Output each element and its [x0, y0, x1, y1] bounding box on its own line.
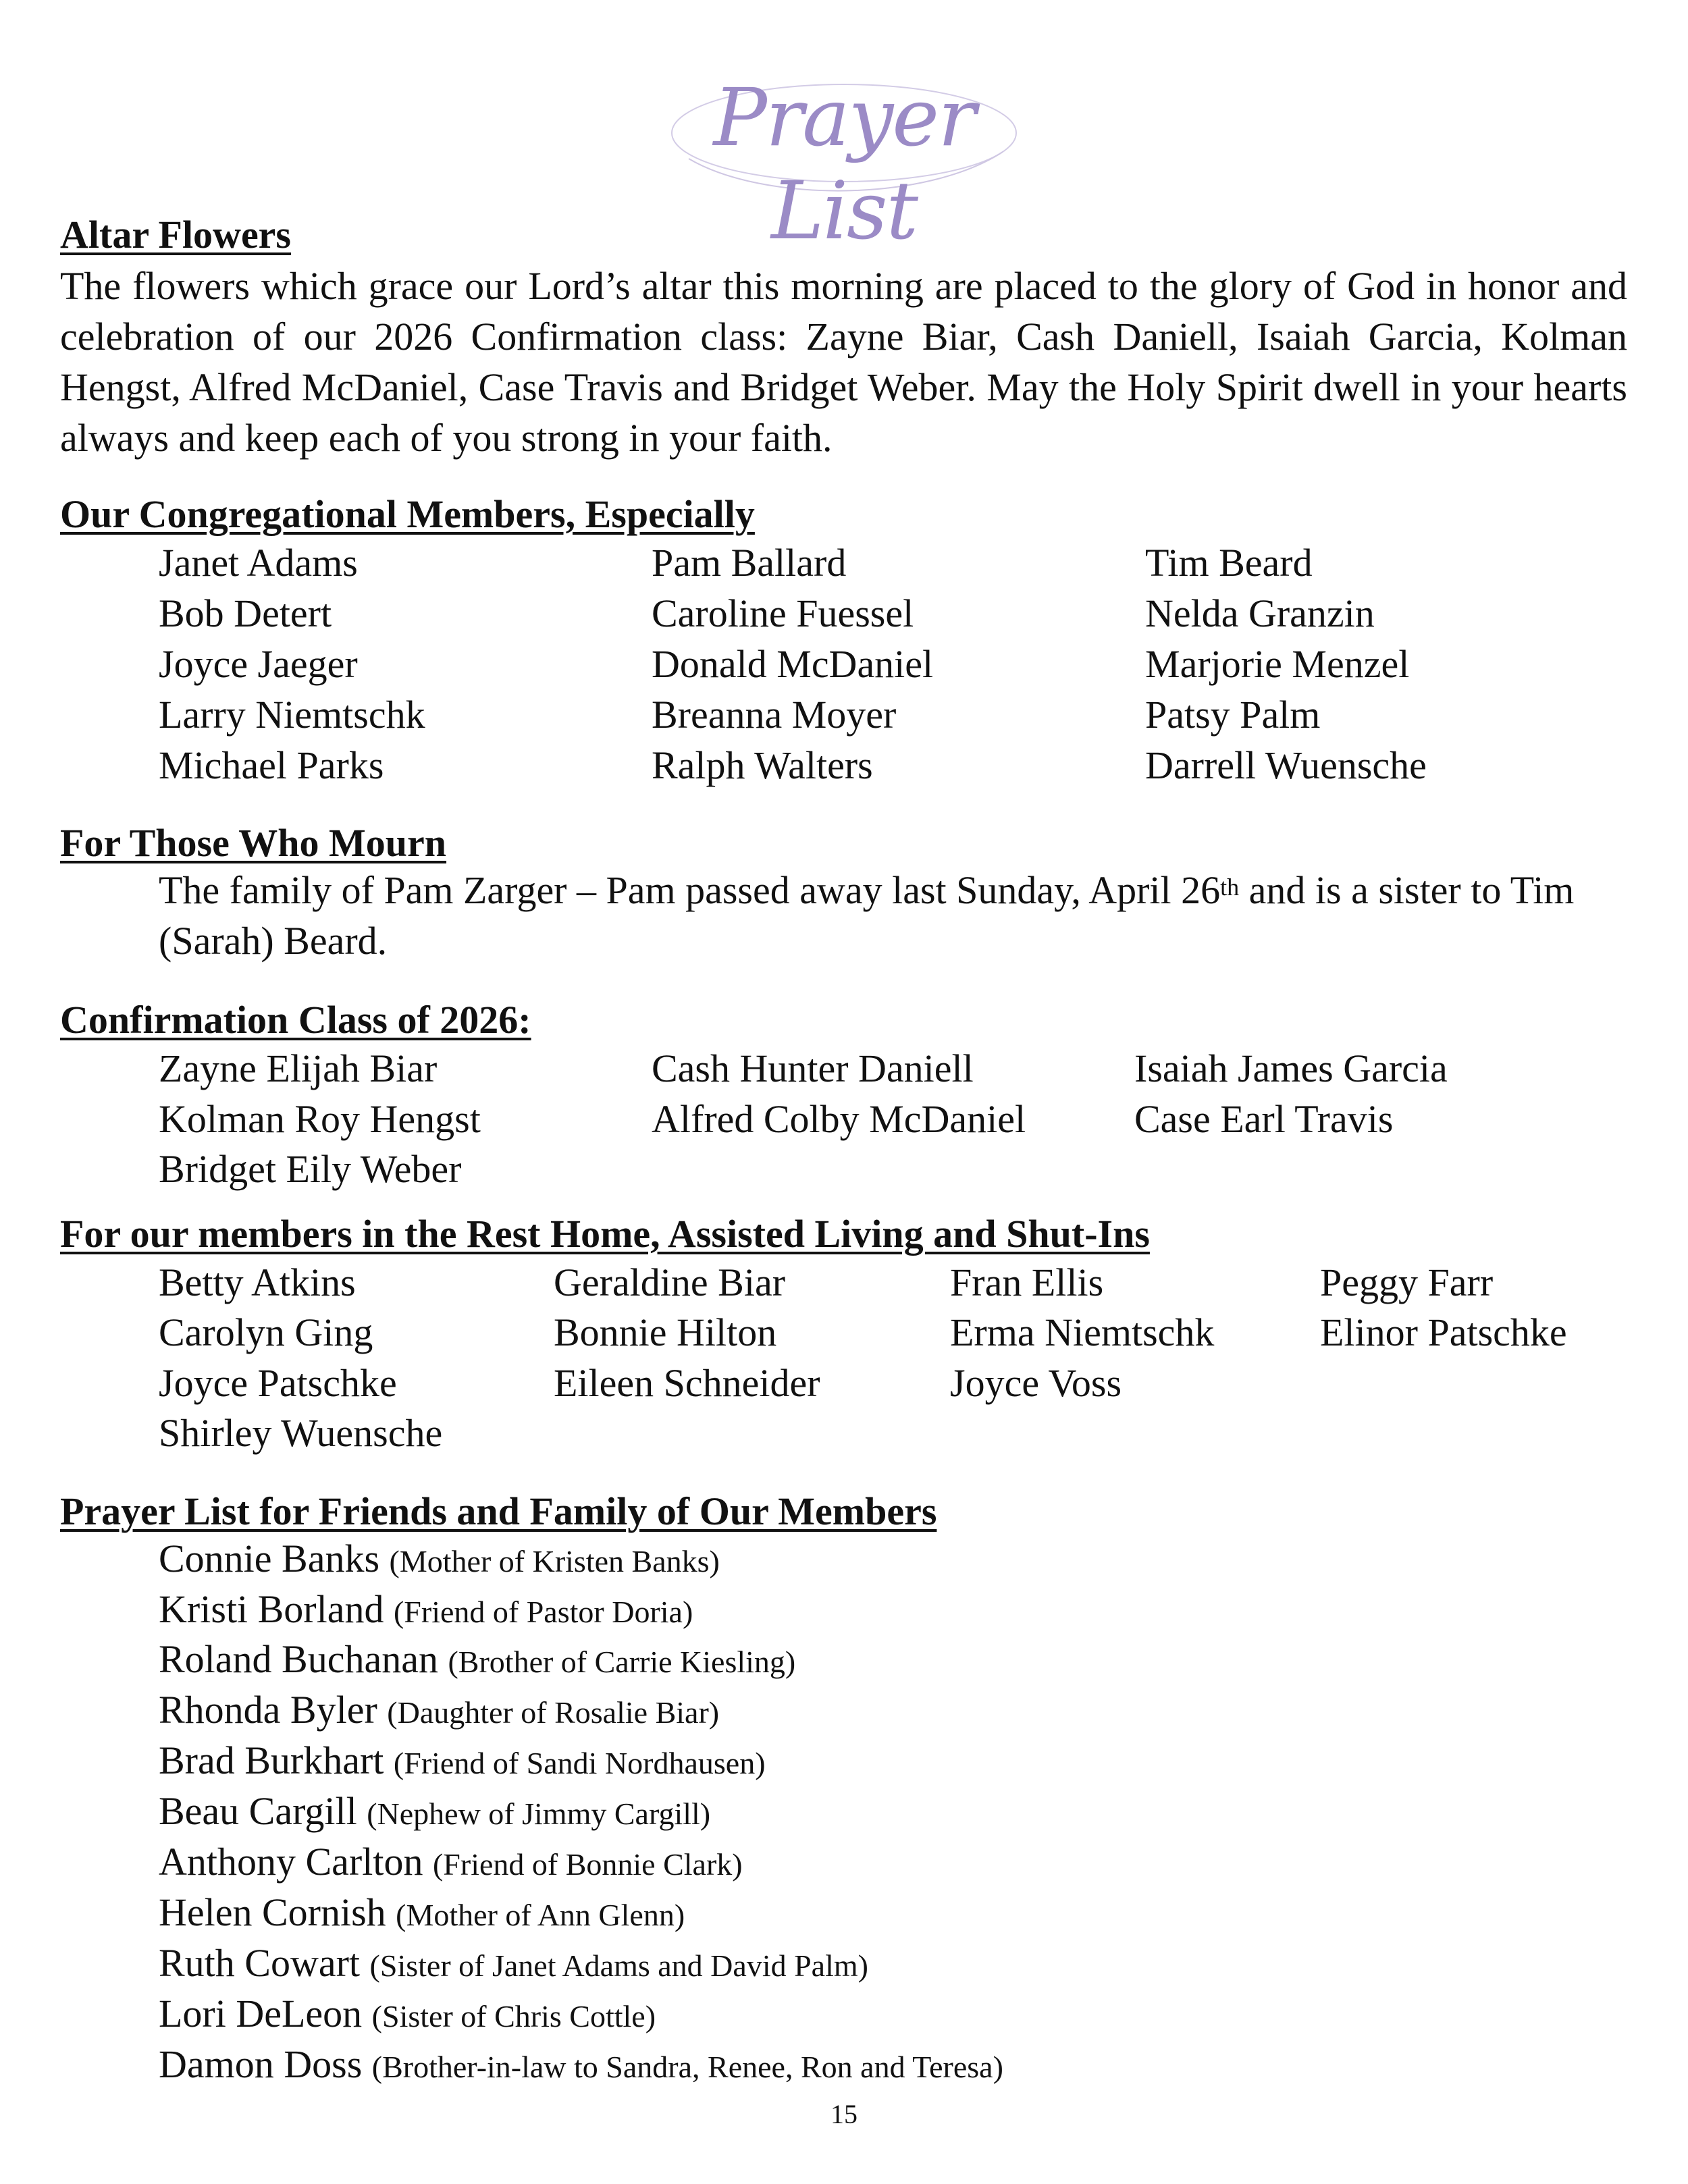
member-name: Bob Detert	[159, 591, 332, 635]
prayer-entry	[159, 1738, 766, 1786]
member-name: Donald McDaniel	[652, 642, 934, 686]
mourn-text	[159, 865, 1610, 966]
shut-in-name: Peggy Farr	[1320, 1260, 1494, 1304]
prayer-entry-relation: (Mother of Kristen Banks)	[389, 1544, 720, 1578]
member-name: Ralph Walters	[652, 743, 873, 787]
prayer-entry	[159, 1636, 795, 1685]
member-name: Nelda Granzin	[1145, 591, 1375, 635]
prayer-list-logo	[662, 57, 1026, 257]
prayer-entry-relation: (Friend of Bonnie Clark)	[432, 1847, 743, 1882]
prayer-entry	[159, 1839, 743, 1888]
member-name: Darrell Wuensche	[1145, 743, 1427, 787]
prayer-entry-relation: (Sister of Chris Cottle)	[371, 1999, 656, 2033]
member-name: Janet Adams	[159, 541, 358, 585]
mourn-text-before: The family of Pam Zarger – Pam passed away last Sunday, April 26	[159, 868, 1221, 912]
prayer-entry-relation: (Friend of Pastor Doria)	[393, 1595, 693, 1629]
prayer-entry-relation: (Friend of Sandi Nordhausen)	[393, 1746, 766, 1780]
member-name: Michael Parks	[159, 743, 384, 787]
prayer-entry	[159, 1940, 868, 1989]
members-heading: Our Congregational Members, Especially	[60, 492, 755, 536]
member-name: Joyce Jaeger	[159, 642, 358, 686]
prayer-entry-name: Lori DeLeon	[159, 1992, 363, 2035]
confirmand-name: Case Earl Travis	[1134, 1097, 1394, 1141]
member-name: Marjorie Menzel	[1145, 642, 1410, 686]
shut-in-name: Eileen Schneider	[554, 1361, 820, 1405]
mourn-superscript: th	[1220, 874, 1240, 901]
prayer-entry-name: Anthony Carlton	[159, 1840, 423, 1884]
member-name: Breanna Moyer	[652, 693, 897, 737]
logo-text: Prayer List	[713, 71, 975, 257]
prayer-entry-relation: (Nephew of Jimmy Cargill)	[367, 1796, 711, 1831]
prayer-entry-relation: (Brother-in-law to Sandra, Renee, Ron and Teresa)	[371, 2050, 1003, 2084]
member-name: Larry Niemtschk	[159, 693, 425, 737]
prayer-entry	[159, 1536, 720, 1584]
member-name: Caroline Fuessel	[652, 591, 914, 635]
altar-flowers-text: The flowers which grace our Lord’s altar this morning are placed to the glory of God in honor and celebration of our 2026 Confirmation class: Zayne Biar, Cash Daniell, Isaiah Garcia, Kolman Hengst, Alfred McDaniel, Case Travis and Bridget Weber. May the Holy Spirit dwell in your hearts always and keep each of you strong in your faith.	[60, 264, 1627, 460]
shut-in-name: Joyce Patschke	[159, 1361, 397, 1405]
prayer-entry-name: Connie Banks	[159, 1537, 380, 1580]
page-number: 15	[830, 2099, 858, 2129]
shut-in-name: Geraldine Biar	[554, 1260, 786, 1304]
shut-in-name: Joyce Voss	[950, 1361, 1122, 1405]
mourn-text-after: and is a sister to Tim (Sarah) Beard.	[159, 868, 1575, 963]
shut-in-name: Bonnie Hilton	[554, 1310, 777, 1354]
confirmation-heading: Confirmation Class of 2026:	[60, 998, 531, 1042]
prayer-entry	[159, 1991, 656, 2040]
prayer-entry	[159, 1788, 710, 1837]
prayer-entry	[159, 1890, 685, 1938]
mourn-heading: For Those Who Mourn	[60, 821, 447, 865]
friends-family-heading: Prayer List for Friends and Family of Our Members	[60, 1489, 937, 1533]
shut-in-name: Shirley Wuensche	[159, 1411, 443, 1455]
confirmand-name: Alfred Colby McDaniel	[652, 1097, 1026, 1141]
prayer-entry	[159, 1587, 693, 1635]
prayer-entry-name: Kristi Borland	[159, 1587, 384, 1631]
prayer-entry-relation: (Mother of Ann Glenn)	[396, 1898, 685, 1932]
confirmand-name: Zayne Elijah Biar	[159, 1046, 438, 1090]
prayer-entry-name: Roland Buchanan	[159, 1637, 438, 1681]
confirmand-name: Isaiah James Garcia	[1134, 1046, 1448, 1090]
rest-home-heading: For our members in the Rest Home, Assisted Living and Shut-Ins	[60, 1212, 1150, 1256]
member-name: Pam Ballard	[652, 541, 847, 585]
confirmand-name: Cash Hunter Daniell	[652, 1046, 974, 1090]
altar-flowers-heading: Altar Flowers	[60, 213, 291, 257]
prayer-entry-name: Damon Doss	[159, 2042, 363, 2086]
shut-in-name: Elinor Patschke	[1320, 1310, 1567, 1354]
prayer-entry-relation: (Brother of Carrie Kiesling)	[448, 1645, 796, 1679]
shut-in-name: Betty Atkins	[159, 1260, 356, 1304]
prayer-entry-name: Ruth Cowart	[159, 1941, 361, 1985]
shut-in-name: Erma Niemtschk	[950, 1310, 1215, 1354]
confirmand-name: Bridget Eily Weber	[159, 1147, 462, 1191]
member-name: Tim Beard	[1145, 541, 1313, 585]
prayer-entry	[159, 1687, 719, 1736]
prayer-entry-relation: (Sister of Janet Adams and David Palm)	[369, 1948, 868, 1983]
prayer-entry-name: Beau Cargill	[159, 1789, 357, 1833]
member-name: Patsy Palm	[1145, 693, 1321, 737]
shut-in-name: Fran Ellis	[950, 1260, 1104, 1304]
prayer-entry-relation: (Daughter of Rosalie Biar)	[387, 1695, 720, 1730]
confirmand-name: Kolman Roy Hengst	[159, 1097, 481, 1141]
shut-in-name: Carolyn Ging	[159, 1310, 373, 1354]
prayer-entry-name: Brad Burkhart	[159, 1738, 384, 1782]
prayer-entry-name: Helen Cornish	[159, 1890, 386, 1934]
prayer-entry-name: Rhonda Byler	[159, 1688, 377, 1732]
prayer-entry	[159, 2042, 1003, 2090]
